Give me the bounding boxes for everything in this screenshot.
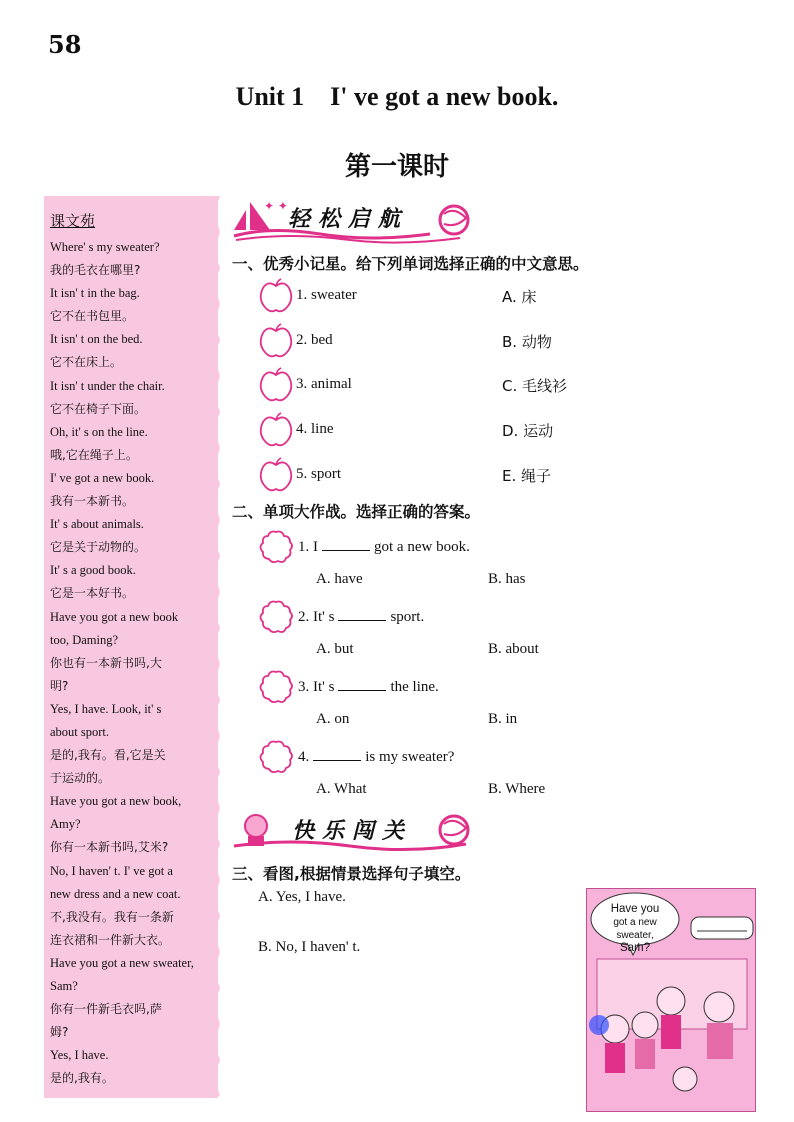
speech-bubble bbox=[595, 903, 675, 955]
sidebar-line: It isn' t under the chair. bbox=[50, 378, 165, 393]
flower-answer-box[interactable] bbox=[258, 668, 292, 702]
sidebar-line: 我有一本新书。 bbox=[50, 494, 135, 509]
answer-blank[interactable] bbox=[338, 677, 386, 691]
word-item: 3. animal bbox=[296, 376, 352, 393]
banner-easy-start-title: 轻松启航 bbox=[288, 207, 409, 232]
choice-b: B. Where bbox=[488, 781, 546, 797]
sidebar-line: 明? bbox=[50, 678, 69, 693]
answer-blank[interactable] bbox=[313, 747, 361, 761]
question-text bbox=[298, 537, 470, 556]
sidebar-line: 你也有一本新书吗,大 bbox=[50, 655, 162, 670]
lesson-title: 第一课时 bbox=[344, 152, 449, 182]
apple-answer-box[interactable] bbox=[258, 323, 292, 357]
apple-answer-box[interactable] bbox=[258, 412, 292, 446]
sidebar-line: 不,我没有。我有一条新 bbox=[50, 909, 174, 924]
sidebar-line: Yes, I have. bbox=[50, 1048, 109, 1063]
page-number: 58 bbox=[48, 30, 82, 59]
sidebar-line: about sport. bbox=[50, 724, 110, 739]
banner-happy-challenge-title: 快乐闯关 bbox=[292, 819, 413, 844]
choice-a: A. What bbox=[316, 781, 367, 797]
sidebar-line: Have you got a new sweater, bbox=[50, 955, 194, 970]
question-before-blank: 2. It' s bbox=[298, 609, 335, 625]
question-after-blank: the line. bbox=[390, 679, 439, 695]
sidebar-line: Have you got a new book, bbox=[50, 794, 182, 809]
choice-b: B. about bbox=[488, 641, 539, 657]
word-item: 5. sport bbox=[296, 465, 341, 482]
speech-line-1: Have you bbox=[610, 903, 660, 915]
flower-answer-box[interactable] bbox=[258, 528, 292, 562]
question-text bbox=[298, 747, 454, 766]
banner-easy-start bbox=[230, 196, 480, 242]
sidebar-wavy-edge bbox=[210, 196, 222, 1098]
sidebar-line: Oh, it' s on the line. bbox=[50, 424, 148, 439]
banner-happy-challenge bbox=[230, 806, 480, 852]
question-text bbox=[298, 607, 424, 626]
question-after-blank: got a new book. bbox=[374, 539, 470, 555]
choice-a: A. but bbox=[316, 641, 354, 657]
meaning-option: A. 床 bbox=[502, 288, 537, 306]
sidebar-line: 姆? bbox=[50, 1025, 69, 1040]
sidebar-line: 是的,我有。看,它是关 bbox=[50, 748, 166, 763]
text-sidebar bbox=[44, 196, 218, 1098]
section2-heading: 二、单项大作战。选择正确的答案。 bbox=[232, 503, 481, 521]
sidebar-line: Have you got a new book bbox=[50, 609, 179, 624]
sidebar-line: 哦,它在绳子上。 bbox=[50, 447, 138, 462]
choice-a: A. have bbox=[316, 571, 363, 587]
cartoon-picture bbox=[586, 888, 756, 1112]
sidebar-line: Where' s my sweater? bbox=[50, 240, 160, 254]
section1-heading: 一、优秀小记星。给下列单词选择正确的中文意思。 bbox=[232, 255, 589, 273]
word-item: 4. line bbox=[296, 421, 334, 438]
sidebar-line: It' s about animals. bbox=[50, 517, 144, 532]
sidebar-line: 它不在书包里。 bbox=[50, 309, 135, 324]
choice-b: B. in bbox=[488, 711, 518, 727]
answer-blank[interactable] bbox=[322, 537, 370, 551]
choice-b: B. has bbox=[488, 571, 526, 587]
question-before-blank: 3. It' s bbox=[298, 679, 335, 695]
speech-line-2: got a new sweater, bbox=[613, 917, 657, 941]
sidebar-line: 连衣裙和一件新大衣。 bbox=[50, 932, 171, 947]
sidebar-line: It isn' t on the bed. bbox=[50, 332, 143, 347]
apple-answer-box[interactable] bbox=[258, 457, 292, 491]
question-after-blank: is my sweater? bbox=[365, 749, 455, 765]
sidebar-line: 于运动的。 bbox=[50, 771, 111, 786]
sidebar-line: Sam? bbox=[50, 979, 78, 993]
sidebar-line: too, Daming? bbox=[50, 632, 119, 647]
sidebar-lines bbox=[50, 236, 214, 1090]
meaning-option: C. 毛线衫 bbox=[502, 377, 568, 396]
sidebar-line: It' s a good book. bbox=[50, 563, 136, 578]
sidebar-line: No, I haven' t. I' ve got a bbox=[50, 863, 173, 878]
speech-line-3: Sam? bbox=[619, 942, 651, 954]
section3-option-a: A. Yes, I have. bbox=[258, 889, 346, 905]
sidebar-line: It isn' t in the bag. bbox=[50, 286, 140, 301]
sidebar-line: 它不在床上。 bbox=[50, 355, 123, 370]
question-before-blank: 4. bbox=[298, 749, 310, 765]
unit-title: Unit 1 I' ve got a new book. bbox=[235, 82, 559, 111]
answer-blank[interactable] bbox=[338, 607, 386, 621]
sidebar-line: 我的毛衣在哪里? bbox=[50, 263, 141, 278]
sidebar-line: Yes, I have. Look, it' s bbox=[50, 701, 162, 716]
flower-answer-box[interactable] bbox=[258, 738, 292, 772]
section3-option-b: B. No, I haven' t. bbox=[258, 939, 361, 955]
sidebar-line: 你有一本新书吗,艾米? bbox=[50, 840, 169, 855]
question-before-blank: 1. I bbox=[298, 539, 318, 555]
apple-answer-box[interactable] bbox=[258, 367, 292, 401]
sidebar-line: 是的,我有。 bbox=[50, 1071, 114, 1086]
sidebar-line: I' ve got a new book. bbox=[50, 470, 155, 485]
meaning-option: E. 绳子 bbox=[502, 466, 552, 485]
question-after-blank: sport. bbox=[390, 609, 425, 625]
meaning-option: B. 动物 bbox=[502, 332, 552, 351]
flower-answer-box[interactable] bbox=[258, 598, 292, 632]
question-text bbox=[298, 677, 439, 696]
section3-heading: 三、看图,根据情景选择句子填空。 bbox=[232, 865, 471, 883]
meaning-option: D. 运动 bbox=[502, 422, 554, 441]
choice-a: A. on bbox=[316, 711, 350, 727]
sidebar-heading: 课文苑 bbox=[50, 212, 96, 230]
sidebar-line: 它是一本好书。 bbox=[50, 586, 135, 601]
apple-answer-box[interactable] bbox=[258, 278, 292, 312]
sidebar-line: 它不在椅子下面。 bbox=[50, 401, 147, 416]
sidebar-line: 它是关于动物的。 bbox=[50, 540, 147, 555]
sidebar-line: 你有一件新毛衣吗,萨 bbox=[50, 1002, 162, 1017]
word-item: 2. bed bbox=[296, 331, 333, 348]
word-item: 1. sweater bbox=[296, 287, 357, 303]
sidebar-line: new dress and a new coat. bbox=[50, 886, 181, 901]
svg-text:✦ ✦: ✦ ✦ bbox=[264, 199, 288, 213]
sidebar-line: Amy? bbox=[50, 817, 81, 832]
